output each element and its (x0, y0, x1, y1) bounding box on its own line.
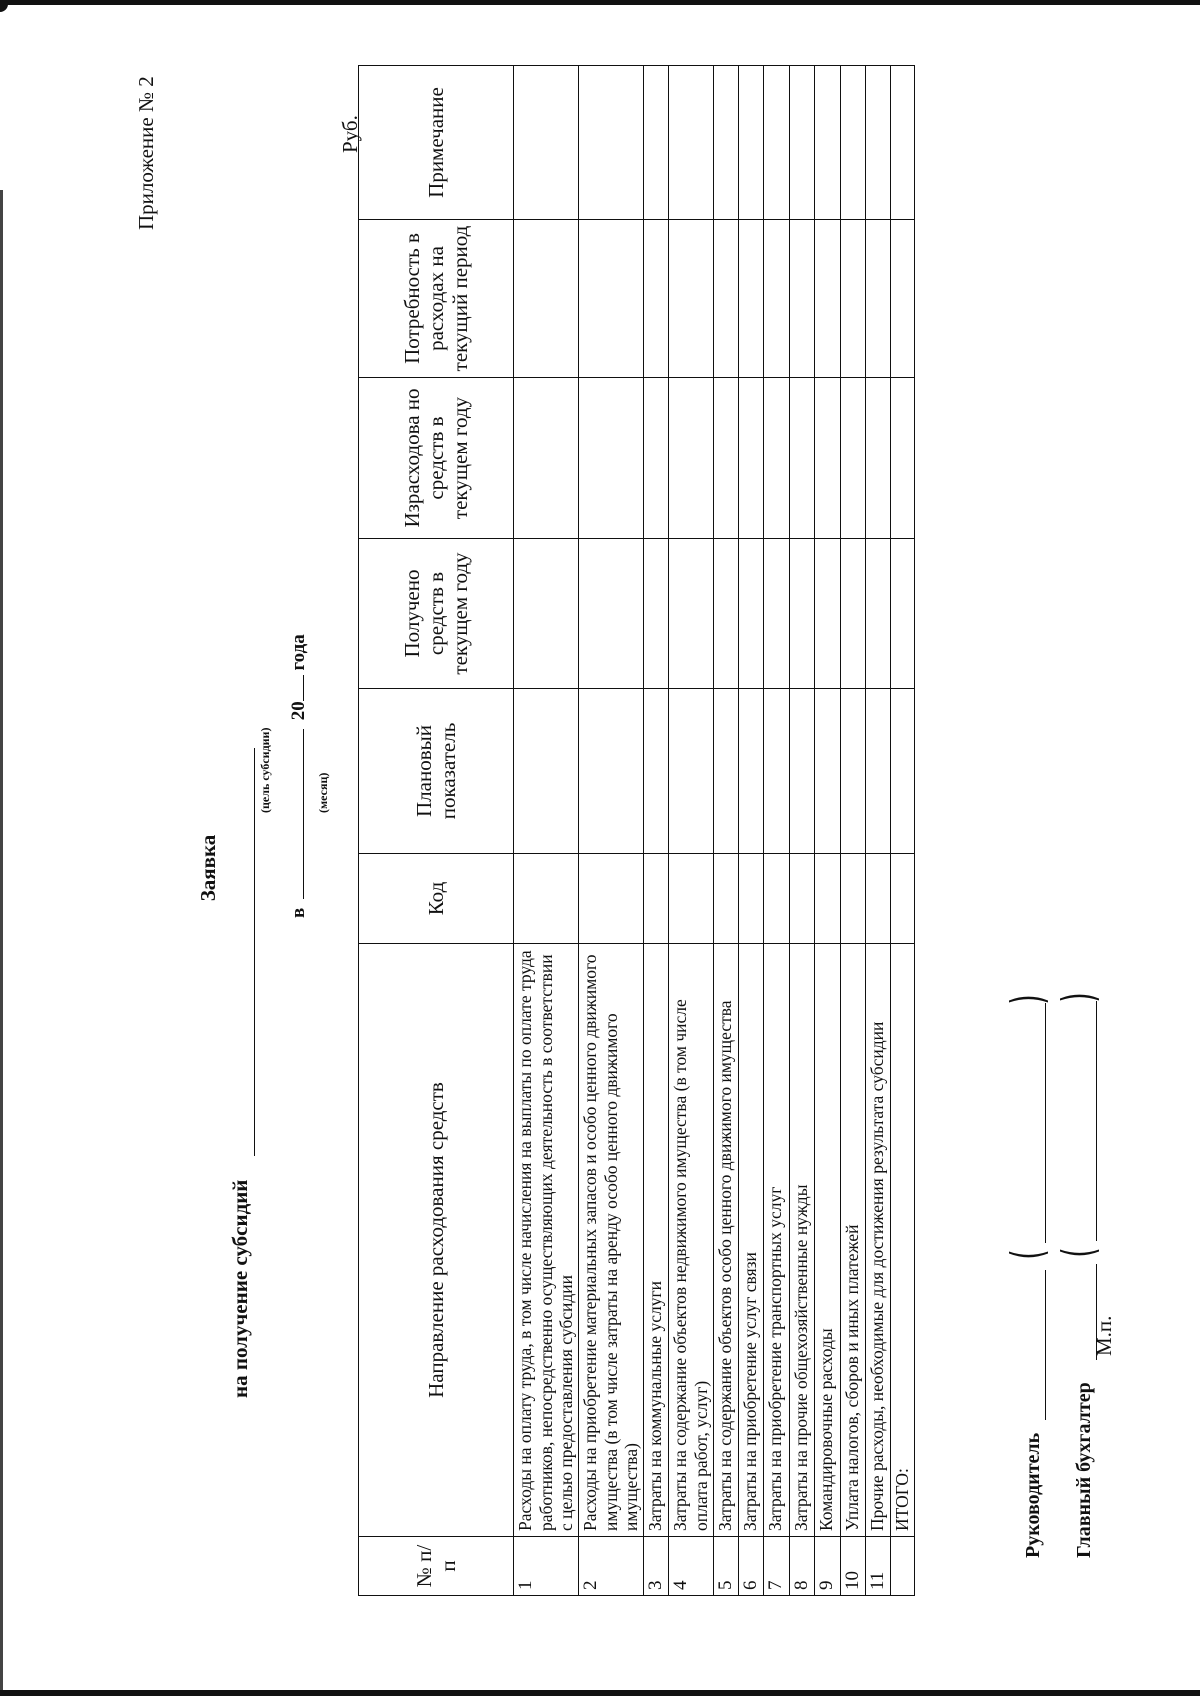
table-row-total (891, 66, 915, 1596)
cell-code (789, 854, 814, 944)
cell-received (514, 539, 579, 689)
row-direction: Затраты на коммунальные услуги (643, 944, 668, 1537)
table-row (738, 66, 763, 1596)
header-spent: Израсходова но средств в текущем году (359, 378, 514, 539)
header-code: Код (359, 854, 514, 944)
cell-note (514, 66, 579, 220)
cell-need (643, 220, 668, 378)
cell-received (738, 539, 763, 689)
cell-spent (514, 378, 579, 539)
header-direction: Направление расходования средств (359, 944, 514, 1537)
table-row (578, 66, 643, 1596)
row-number: 3 (643, 1537, 668, 1596)
row-number: 6 (738, 1537, 763, 1596)
cell-need (578, 220, 643, 378)
purpose-caption: (цель субсидии) (258, 727, 272, 813)
cell-note (669, 66, 713, 220)
cell-received (891, 539, 915, 689)
head-open-bracket: ( (1002, 1249, 1053, 1260)
table-row (764, 66, 789, 1596)
row-number: 9 (815, 1537, 840, 1596)
cell-planned (840, 689, 865, 854)
row-direction: Расходы на оплату труда, в том числе начисления на выплаты по оплате труда работников, непосредственно осуществляющих деятельность в соответствии с целью предоставления субсидии (514, 944, 579, 1537)
cell-need (713, 220, 738, 378)
table-row (514, 66, 579, 1596)
table-row (865, 66, 890, 1596)
table-row (669, 66, 713, 1596)
cell-note (891, 66, 915, 220)
head-close-bracket: ) (1002, 994, 1053, 1005)
cell-planned (891, 689, 915, 854)
cell-note (764, 66, 789, 220)
cell-need (738, 220, 763, 378)
cell-received (669, 539, 713, 689)
subsidy-request-table (358, 65, 915, 1596)
cell-note (840, 66, 865, 220)
cell-need (865, 220, 890, 378)
accountant-open-bracket: ( (1053, 1247, 1104, 1258)
cell-spent (815, 378, 840, 539)
table-header-row (359, 66, 514, 1596)
row-direction: Уплата налогов, сборов и иных платежей (840, 944, 865, 1537)
document-subtitle: на получение субсидий (228, 1179, 252, 1398)
cell-note (713, 66, 738, 220)
currency-note: Руб. (338, 115, 362, 153)
month-caption: (месяц) (316, 772, 330, 813)
cell-spent (738, 378, 763, 539)
cell-spent (865, 378, 890, 539)
cell-planned (713, 689, 738, 854)
cell-received (578, 539, 643, 689)
cell-planned (789, 689, 814, 854)
year-suffix: года (288, 634, 309, 671)
table-row (840, 66, 865, 1596)
cell-received (789, 539, 814, 689)
cell-code (840, 854, 865, 944)
row-number: 2 (578, 1537, 643, 1596)
table-row (789, 66, 814, 1596)
cell-code (713, 854, 738, 944)
period-prefix: в (288, 907, 309, 918)
head-signature-label: Руководитель (1022, 1432, 1044, 1558)
header-need: Потребность в расходах на текущий период (359, 220, 514, 378)
cell-spent (891, 378, 915, 539)
cell-planned (764, 689, 789, 854)
row-number: 11 (865, 1537, 890, 1596)
row-direction: Командировочные расходы (815, 944, 840, 1537)
cell-need (514, 220, 579, 378)
cell-code (643, 854, 668, 944)
header-received: Получено средств в текущем году (359, 539, 514, 689)
accountant-close-bracket: ) (1053, 992, 1104, 1003)
row-number: 5 (713, 1537, 738, 1596)
cell-note (815, 66, 840, 220)
cell-code (669, 854, 713, 944)
cell-code (865, 854, 890, 944)
row-direction: ИТОГО: (891, 944, 915, 1537)
cell-received (865, 539, 890, 689)
cell-need (789, 220, 814, 378)
header-note: Примечание (359, 66, 514, 220)
cell-code (815, 854, 840, 944)
year-prefix: 20 (288, 701, 309, 721)
cell-received (713, 539, 738, 689)
cell-planned (514, 689, 579, 854)
row-number: 8 (789, 1537, 814, 1596)
cell-received (643, 539, 668, 689)
cell-note (789, 66, 814, 220)
cell-need (815, 220, 840, 378)
row-direction: Затраты на приобретение услуг связи (738, 944, 763, 1537)
cell-received (815, 539, 840, 689)
cell-need (669, 220, 713, 378)
cell-need (891, 220, 915, 378)
cell-note (865, 66, 890, 220)
header-planned: Плановый показатель (359, 689, 514, 854)
row-number (891, 1537, 915, 1596)
table-row (815, 66, 840, 1596)
appendix-label: Приложение № 2 (134, 76, 158, 230)
cell-planned (578, 689, 643, 854)
cell-code (891, 854, 915, 944)
purpose-blank-line (254, 748, 255, 1156)
row-number: 10 (840, 1537, 865, 1596)
cell-received (764, 539, 789, 689)
row-direction: Прочие расходы, необходимые для достижения результата субсидии (865, 944, 890, 1537)
row-direction: Затраты на приобретение транспортных услуг (764, 944, 789, 1537)
month-blank-line (303, 729, 304, 899)
cell-spent (669, 378, 713, 539)
period-line (288, 634, 310, 918)
cell-need (840, 220, 865, 378)
cell-code (514, 854, 579, 944)
year-blank-line (303, 675, 304, 701)
cell-note (578, 66, 643, 220)
cell-spent (713, 378, 738, 539)
stamp-place-label: М.п. (1092, 1315, 1116, 1356)
row-number: 1 (514, 1537, 579, 1596)
cell-need (764, 220, 789, 378)
row-direction: Затраты на содержание объектов недвижимого имущества (в том числе оплата работ, услуг) (669, 944, 713, 1537)
cell-planned (815, 689, 840, 854)
table-row (713, 66, 738, 1596)
header-number: № п/п (359, 1537, 514, 1596)
table-row (643, 66, 668, 1596)
cell-planned (669, 689, 713, 854)
cell-code (578, 854, 643, 944)
cell-note (643, 66, 668, 220)
cell-planned (738, 689, 763, 854)
row-direction: Затраты на прочие общехозяйственные нужды (789, 944, 814, 1537)
head-name-line (1045, 1003, 1046, 1243)
cell-note (738, 66, 763, 220)
row-direction: Затраты на содержание объектов особо ценного движимого имущества (713, 944, 738, 1537)
document-title: Заявка (196, 834, 220, 902)
row-direction: Расходы на приобретение материальных запасов и особо ценного движимого имущества (в том числе затраты на аренду особо ценного движимого имущества) (578, 944, 643, 1537)
accountant-name-line (1096, 1001, 1097, 1241)
cell-planned (643, 689, 668, 854)
cell-code (738, 854, 763, 944)
accountant-signature-label: Главный бухгалтер (1073, 1382, 1095, 1558)
cell-received (840, 539, 865, 689)
cell-spent (789, 378, 814, 539)
cell-spent (764, 378, 789, 539)
cell-planned (865, 689, 890, 854)
head-signature-line (1045, 1270, 1046, 1420)
row-number: 4 (669, 1537, 713, 1596)
cell-code (764, 854, 789, 944)
row-number: 7 (764, 1537, 789, 1596)
cell-spent (578, 378, 643, 539)
cell-spent (643, 378, 668, 539)
cell-spent (840, 378, 865, 539)
